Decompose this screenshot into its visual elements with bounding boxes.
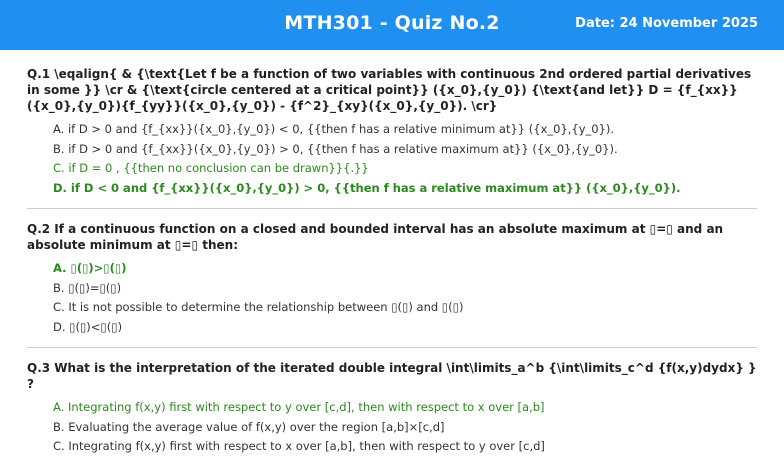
question-3-title: Q.3 What is the interpretation of the iterated double integral \int\limits_a^b {\int\limits_c^d {f(x,y)dydx} } ? — [27, 361, 757, 391]
question-3-option-a[interactable]: A. Integrating f(x,y) first with respect to y over [c,d], then with respect to x over [a,b] — [53, 400, 545, 414]
question-2-option-c[interactable]: C. It is not possible to determine the relationship between ▯(▯) and ▯(▯) — [53, 300, 464, 314]
divider — [27, 208, 757, 209]
question-2 — [27, 221, 757, 337]
question-2-option-a[interactable]: A. ▯(▯)>▯(▯) — [53, 261, 127, 275]
question-1-option-c[interactable]: C. if D = 0 , {{then no conclusion can be drawn}}{.}} — [53, 161, 369, 175]
question-1-option-d[interactable]: D. if D < 0 and {f_{xx}}({x_0},{y_0}) > 0, {{then f has a relative maximum at}} ({x_0},{y_0}). — [53, 180, 681, 195]
quiz-content — [27, 66, 757, 457]
question-2-title: Q.2 If a continuous function on a closed and bounded interval has an absolute maximum at ▯=▯ and an absolute minimum at ▯=▯ then: — [27, 222, 724, 252]
question-3-option-c[interactable]: C. Integrating f(x,y) first with respect to x over [a,b], then with respect to y over [c,d] — [53, 439, 545, 453]
question-3-option-b[interactable]: B. Evaluating the average value of f(x,y) over the region [a,b]×[c,d] — [53, 419, 445, 434]
quiz-title: MTH301 - Quiz No.2 — [284, 12, 500, 34]
question-2-option-b[interactable]: B. ▯(▯)=▯(▯) — [53, 280, 122, 295]
question-1-title: Q.1 \eqalign{ & {\text{Let f be a function of two variables with continuous 2nd ordered partial derivatives in some }} \cr & {\text{circle centered at a critical point}} ({x_0},{y_0}) {\text{and let}} D = {f_{xx}}({x_0},{y_0}){f_{yy}}({x_0},{y_0}) - {f^2}_{xy}({x_0},{y_0}). \cr} — [27, 67, 752, 113]
quiz-header — [0, 0, 784, 50]
divider — [27, 347, 757, 348]
question-1-option-b[interactable]: B. if D > 0 and {f_{xx}}({x_0},{y_0}) > 0, {{then f has a relative maximum at}} ({x_0},{y_0}). — [53, 141, 618, 156]
question-2-option-d[interactable]: D. ▯(▯)<▯(▯) — [53, 319, 123, 334]
question-1 — [27, 66, 757, 198]
question-3 — [27, 360, 757, 457]
quiz-date: Date: 24 November 2025 — [575, 16, 758, 31]
question-1-option-a[interactable]: A. if D > 0 and {f_{xx}}({x_0},{y_0}) < 0, {{then f has a relative minimum at}} ({x_0},{y_0}). — [53, 122, 615, 136]
